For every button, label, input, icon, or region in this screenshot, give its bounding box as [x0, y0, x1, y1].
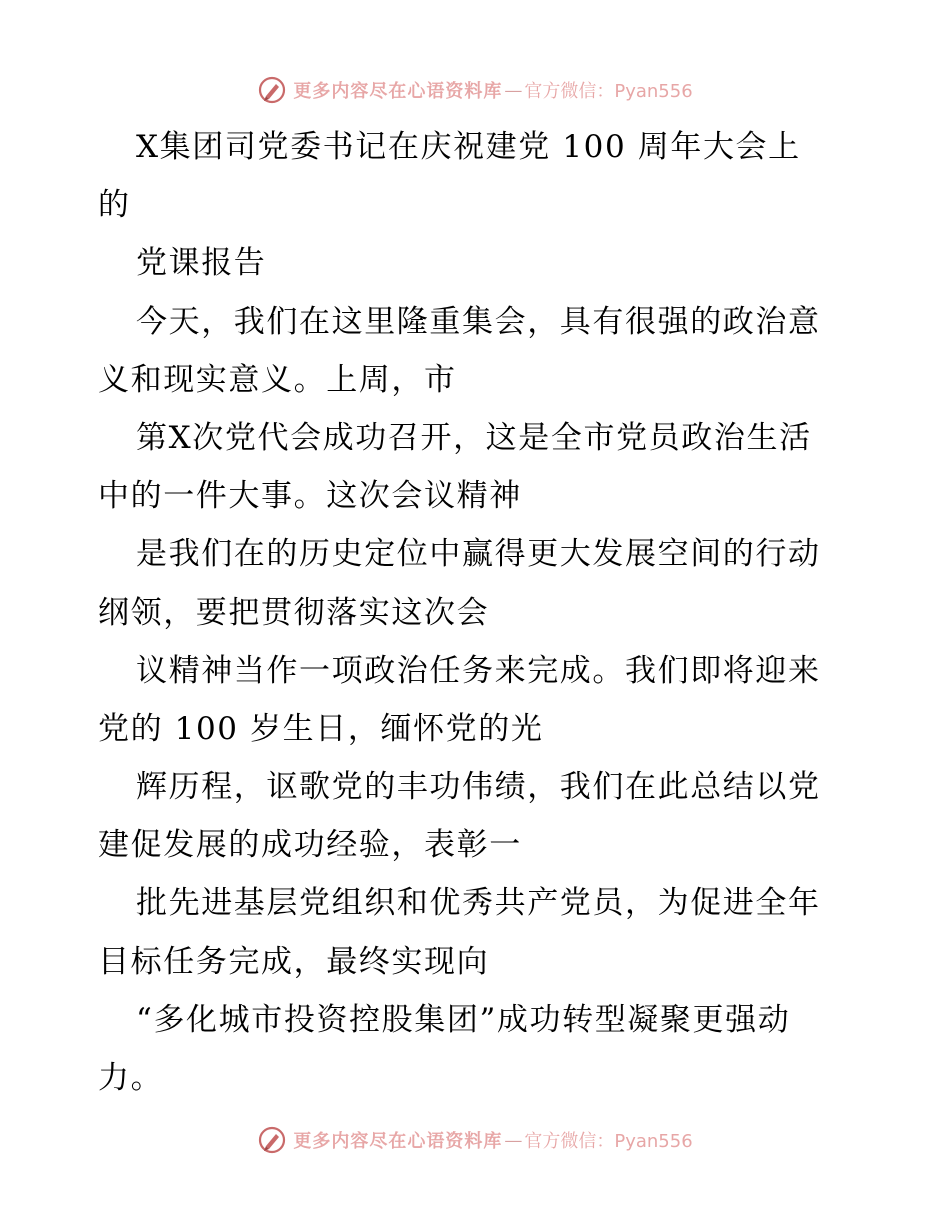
paragraph-line: 辉历程，讴歌党的丰功伟绩，我们在此总结以党 [136, 769, 821, 806]
paragraph-line: 力。 [98, 1060, 164, 1096]
paragraph-line: 议精神当作一项政治任务来完成。我们即将迎来 [136, 652, 821, 689]
pen-logo-icon [257, 75, 287, 105]
title-line: X集团司党委书记在庆祝建党 100 周年大会上 [136, 129, 801, 165]
paragraph-line: 目标任务完成，最终实现向 [98, 943, 490, 980]
watermark-separator: — [504, 79, 523, 101]
watermark-text: 更多内容尽在心语资料库 [293, 1131, 503, 1152]
document-body [98, 118, 858, 1107]
paragraph-line: 纲领，要把贯彻落实这次会 [98, 594, 490, 631]
paragraph-line: 今天，我们在这里隆重集会，具有很强的政治意 [136, 303, 821, 340]
paragraph-line: 第X次党代会成功召开，这是全市党员政治生活 [136, 419, 812, 456]
paragraph-line: 是我们在的历史定位中赢得更大发展空间的行动 [136, 536, 821, 573]
paragraph-line: 批先进基层党组织和优秀共产党员，为促进全年 [136, 885, 821, 922]
paragraph-line: 党的 100 岁生日，缅怀党的光 [98, 710, 544, 747]
paragraph-line: 中的一件大事。这次会议精神 [98, 478, 522, 515]
footer-watermark [0, 1120, 950, 1160]
watermark-sub: 官方微信：Pyan556 [524, 1131, 693, 1152]
pen-logo-icon [257, 1125, 287, 1155]
watermark-sub: 官方微信：Pyan556 [524, 81, 693, 102]
title-line: 的 [98, 187, 131, 224]
paragraph-line: 义和现实意义。上周，市 [98, 361, 457, 398]
paragraph-line: “多化城市投资控股集团”成功转型凝聚更强动 [136, 1001, 791, 1038]
paragraph-line: 建促发展的成功经验，表彰一 [98, 827, 522, 864]
header-watermark [0, 70, 950, 110]
watermark-text: 更多内容尽在心语资料库 [293, 81, 503, 102]
subtitle-line: 党课报告 [136, 245, 267, 282]
watermark-separator: — [504, 1129, 523, 1151]
